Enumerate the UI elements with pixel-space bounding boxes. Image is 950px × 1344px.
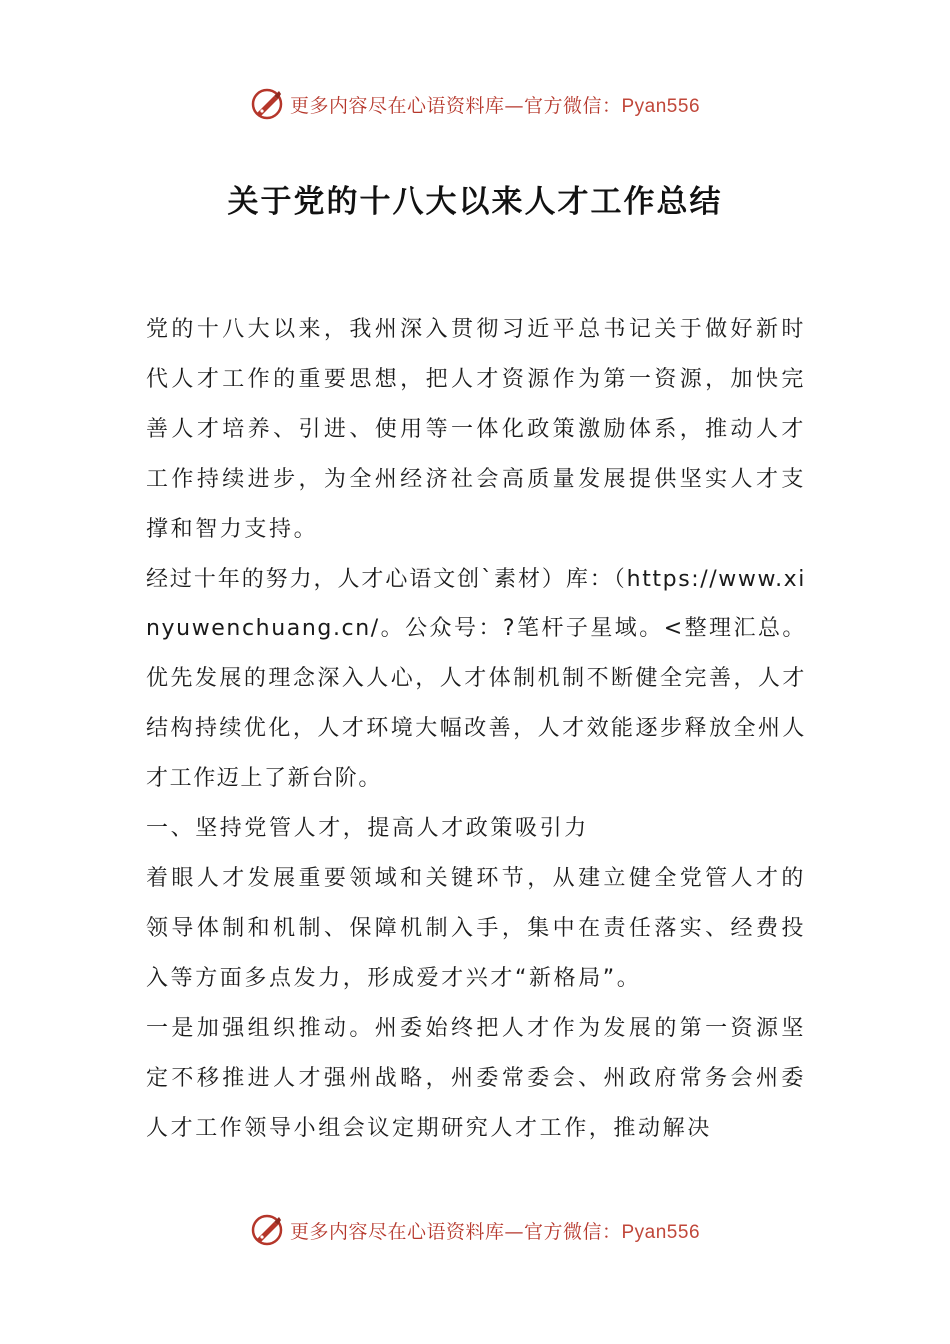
footer-banner-label: 更多内容尽在心语资料库—官方微信： [289,1220,622,1243]
header-banner [0,84,950,124]
footer-banner [0,1210,950,1250]
section-heading-1: 一、坚持党管人才，提高人才政策吸引力 [146,816,589,842]
paragraph-organization: 一是加强组织推动。州委始终把人才作为发展的第一资源坚定不移推进人才强州战略，州委常委会、州政府常务会州委人才工作领导小组会议定期研究人才工作，推动解决 [146,1015,806,1141]
paragraph-section-1-summary: 着眼人才发展重要领域和关键环节，从建立健全党管人才的领导体制和机制、保障机制入手，集中在责任落实、经费投入等方面多点发力，形成爱才兴才“新格局”。 [146,865,806,991]
pen-nib-logo-icon [250,1213,284,1247]
footer-banner-text [290,1217,700,1244]
paragraph-achievements: 经过十年的努力，人才心语文创`素材）库：（https://www.xinyuwenchuang.cn/。公众号：?笔杆子星域。<整理汇总。优先发展的理念深入人心，人才体制机制不断健全完善，人才结构持续优化，人才环境大幅改善，人才效能逐步释放全州人才工作迈上了新台阶。 [146,566,806,792]
header-banner-label: 更多内容尽在心语资料库—官方微信： [289,94,622,117]
document-title: 关于党的十八大以来人才工作总结 [227,184,723,220]
header-wechat-id: Pyan556 [621,95,701,117]
document-body [146,305,806,1153]
pen-nib-logo-icon [250,87,284,121]
footer-wechat-id: Pyan556 [621,1221,701,1243]
paragraph-intro: 党的十八大以来，我州深入贯彻习近平总书记关于做好新时代人才工作的重要思想，把人才资源作为第一资源，加快完善人才培养、引进、使用等一体化政策激励体系，推动人才工作持续进步，为全州经济社会高质量发展提供坚实人才支撑和智力支持。 [146,317,806,542]
header-banner-text [290,91,700,118]
